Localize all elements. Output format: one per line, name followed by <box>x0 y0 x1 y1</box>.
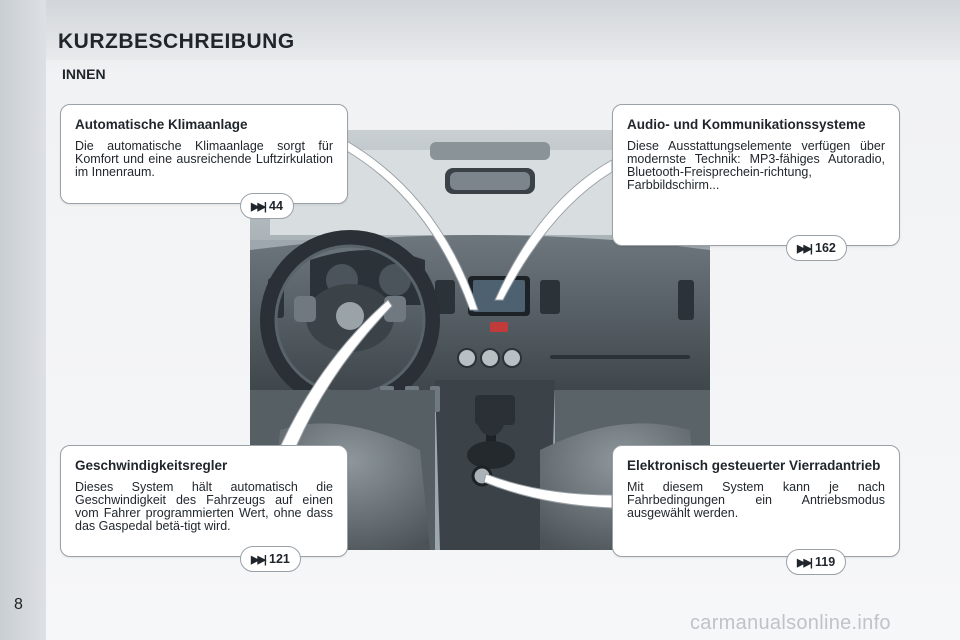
callout-text: Die automatische Klimaanlage sorgt für Komfort und eine ausreichende Luftzirkulation im Innenraum. <box>75 139 333 179</box>
callout-title: Audio- und Kommunikationssysteme <box>627 117 866 132</box>
page-reference-link[interactable] <box>240 546 301 572</box>
callout-title: Automatische Klimaanlage <box>75 117 248 132</box>
page-title: KURZBESCHREIBUNG <box>58 30 295 53</box>
page-reference-link[interactable] <box>786 235 847 261</box>
page-reference-number: 119 <box>815 555 836 569</box>
callout-cruise-control <box>60 445 348 557</box>
callout-text: Mit diesem System kann je nach Fahrbedingungen ein Antriebsmodus ausgewählt werden. <box>627 480 885 520</box>
watermark: carmanualsonline.info <box>690 612 891 634</box>
page-reference-link[interactable] <box>240 193 294 219</box>
page-reference-number: 44 <box>269 199 283 213</box>
page-number: 8 <box>14 596 23 613</box>
callout-title: Elektronisch gesteuerter Vierradantrieb <box>627 458 881 473</box>
page-reference-link[interactable] <box>786 549 846 575</box>
fast-forward-icon: ▶▶| <box>251 200 265 213</box>
callout-text: Diese Ausstattungselemente verfügen über modernste Technik: MP3-fähiges Autoradio, Bluetooth-Freisprechein-richtung, Farbbildschirm... <box>627 139 885 192</box>
callout-text: Dieses System hält automatisch die Geschwindigkeit des Fahrzeugs auf einen vom Fahrer programmierten Wert, ohne dass das Gaspedal betä-tigt wird. <box>75 480 333 533</box>
callout-audio-communication <box>612 104 900 246</box>
section-subtitle: INNEN <box>62 66 106 82</box>
page-reference-number: 121 <box>269 552 290 566</box>
fast-forward-icon: ▶▶| <box>797 556 811 569</box>
callout-four-wheel-drive <box>612 445 900 557</box>
callout-automatic-climate <box>60 104 348 204</box>
page-reference-number: 162 <box>815 241 836 255</box>
fast-forward-icon: ▶▶| <box>797 242 811 255</box>
callout-title: Geschwindigkeitsregler <box>75 458 228 473</box>
side-strip <box>0 0 46 640</box>
fast-forward-icon: ▶▶| <box>251 553 265 566</box>
